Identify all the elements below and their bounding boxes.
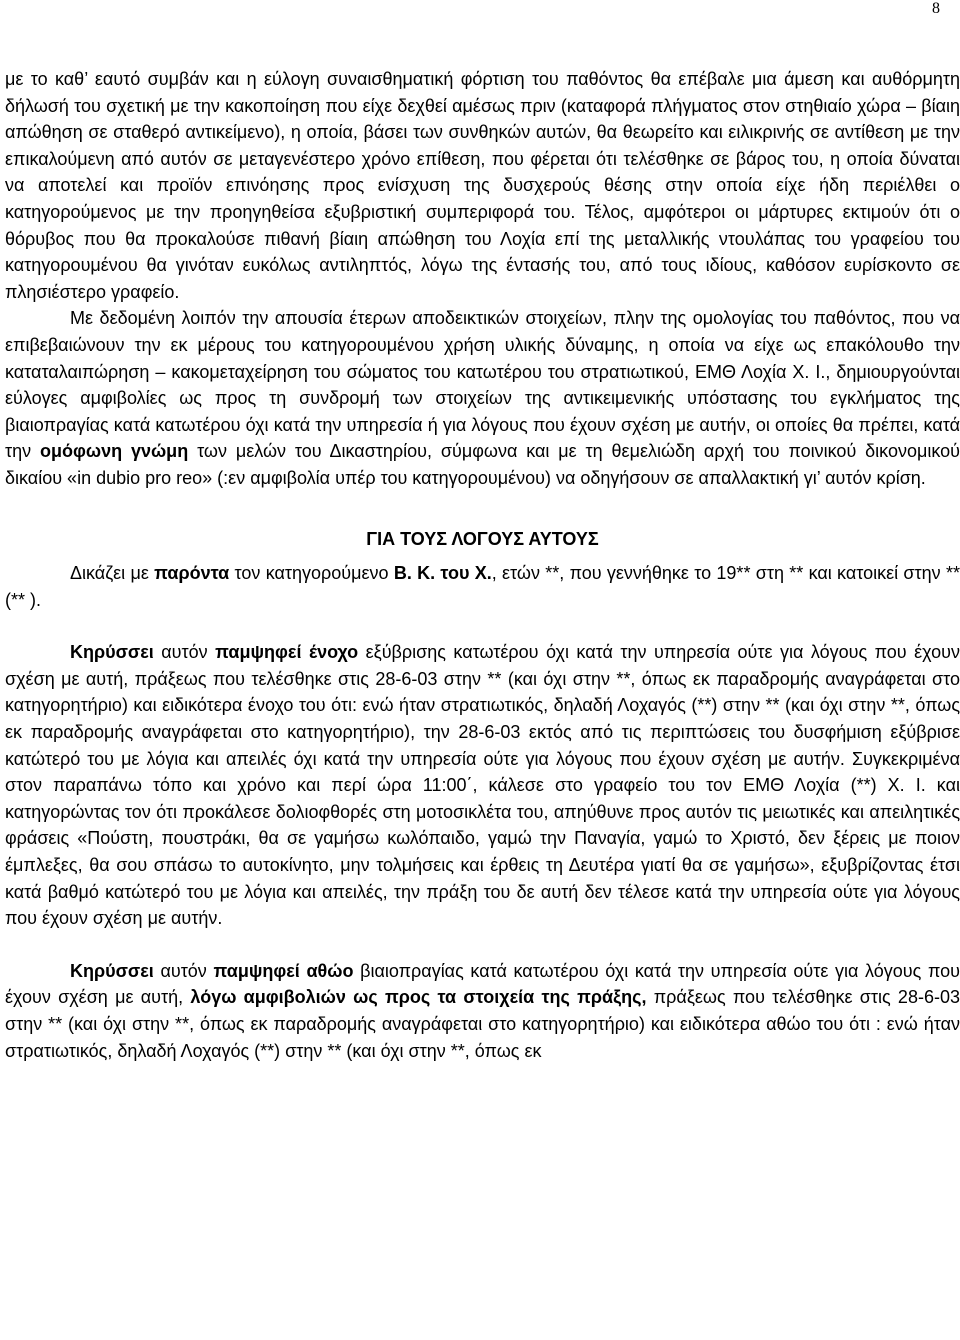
paragraph-text: με το καθ’ εαυτό συμβάν και η εύλογη συναισθηματική φόρτιση του παθόντος θα επέβαλε μια άμεση και αυθόρμητη δήλωσή του σχετική με την κακοποίηση που είχε δεχθεί αμέσως πριν (καταφορά πλήγματος στον στηθιαίο χώρα – βίαιη απώθηση σε σταθερό αντικείμενο), η οποία, βάσει των συνθηκών αυτών, θα θεωρείτο και ειλικρινής σε αντίθεση με την επικαλούμενη από αυτόν σε μεταγενέστερο χρόνο επίθεση, που φέρεται ότι τελέσθηκε σε βάρος του, η οποία δύναται να αποτελεί και προϊόν επινόησης προς ενίσχυση της δυσχερούς θέσης στην οποία είχε ήδη περιέλθει ο κατηγορούμενος με την προηγηθείσα εξυβριστική συμπεριφορά του. Τέλος, αμφότεροι οι μάρτυρες εκτιμούν ότι ο θόρυβος που θα προκαλούσε πιθανή βίαιη απώθηση του Λοχία επί της μεταλλικής ντουλάπας του γραφείου του κατηγορουμένου θα γινόταν ευκόλως αντιληπτός, λόγω της έντασής του, από τους ιδίους, καθόσον ευρίσκοντο σε πλησιέστερο γραφείο. bbox=[5, 69, 960, 302]
paragraph-text: τον κατηγορούμενο bbox=[234, 563, 389, 584]
paragraph-reasoning bbox=[5, 305, 960, 491]
defendant-name: Β. Κ. του Χ. bbox=[393, 563, 492, 584]
bold-phrase: παμψηφεί αθώο bbox=[213, 960, 354, 981]
paragraph-text: , ετών **, που γεννήθηκε το 19** στη ** και κατοικεί στην ** (** ). bbox=[5, 563, 960, 610]
bold-phrase: παμψηφεί ένοχο bbox=[215, 642, 359, 663]
paragraph-text: των μελών του Δικαστηρίου, σύμφωνα και με τη θεμελιώδη αρχή του ποινικού δικονομικού δικαίου «in dubio pro reo» (:εν αμφιβολία υπέρ του κατηγορουμένου) να οδηγήσουν σε απαλλακτική γι’ αυτόν κρίση. bbox=[5, 441, 960, 488]
page-number-area bbox=[0, 0, 960, 30]
paragraph-text: βιαιοπραγίας κατά κατωτέρου όχι κατά την υπηρεσία ούτε για λόγους που έχουν σχέση με αυτή, bbox=[5, 960, 960, 1008]
section-heading: ΓΙΑ ΤΟΥΣ ΛΟΓΟΥΣ ΑΥΤΟΥΣ bbox=[366, 528, 599, 549]
paragraph-verdict-acquitted bbox=[5, 958, 960, 1064]
bold-phrase: λόγω αμφιβολιών ως προς τα στοιχεία της πράξης, bbox=[190, 987, 647, 1008]
document-body bbox=[5, 66, 960, 1064]
paragraph-text: Με δεδομένη λοιπόν την απουσία έτερων αποδεικτικών στοιχείων, πλην της ομολογίας του παθόντος, που να επιβεβαιώνουν την εκ μέρους του κατηγορουμένου χρήση υλικής δύναμης, η οποία να είχε ως επακόλουθο την καταταλαιπώρηση – κακομεταχείρηση του σώματος του κατωτέρου του στρατιωτικού, ΕΜΘ Λοχία Χ. Ι., δημιουργούνται εύλογες αμφιβολίες ως προς τη συνδρομή των στοιχείων της αντικειμενικής υπόστασης του εγκλήματος της βιαιοπραγίας κατά κατωτέρου όχι κατά την υπηρεσία ή για λόγους που έχουν σχέση με αυτήν, οι οποίες θα πρέπει, κατά την bbox=[5, 308, 960, 462]
bold-phrase: παρόντα bbox=[154, 563, 230, 584]
page-number: 8 bbox=[932, 0, 940, 17]
bold-phrase: Κηρύσσει bbox=[70, 960, 154, 981]
paragraph-verdict-guilty bbox=[5, 639, 960, 932]
bold-phrase: ομόφωνη γνώμη bbox=[40, 441, 189, 462]
paragraph-text: αυτόν bbox=[160, 960, 207, 981]
paragraph-trial bbox=[5, 560, 960, 613]
paragraph-text: αυτόν bbox=[161, 642, 208, 663]
paragraph-text: πράξεως που τελέσθηκε στις 28-6-03 στην ** (και όχι στην **, όπως εκ παραδρομής αναγράφεται στο κατηγορητήριο) και ειδικότερα αθώο του ότι : ενώ ήταν στρατιωτικός, δηλαδή Λοχαγός (**) στην ** (και όχι στην **, όπως εκ bbox=[5, 987, 960, 1061]
paragraph-continuation bbox=[5, 66, 960, 305]
bold-phrase: Κηρύσσει bbox=[70, 642, 154, 663]
paragraph-text: εξύβρισης κατωτέρου όχι κατά την υπηρεσία ούτε για λόγους που έχουν σχέση με αυτή, πράξεως που τελέσθηκε στις 28-6-03 στην ** (και όχι στην **, όπως εκ παραδρομής αναγράφεται στο κατηγορητήριο) και ειδικότερα ένοχο του ότι: ενώ ήταν στρατιωτικός, δηλαδή Λοχαγός (**) στην ** (και όχι στην **, όπως εκ παραδρομής αναγράφεται στο κατηγορητήριο), την 28-6-03 εκτός από τις περιπτώσεις του δυσφήμιση εξύβρισε κατώτερό του με λόγια και απειλές όχι κατά την υπηρεσία ούτε για λόγους που έχουν σχέση με αυτήν. Συγκεκριμένα στον παραπάνω τόπο και χρόνο και περί ώρα 11:00΄, κάλεσε στο γραφείο του τον ΕΜΘ Λοχία (**) Χ. Ι. και κατηγορώντας τον ότι προκάλεσε δολιοφθορές στη μοτοσικλέτα του, απηύθυνε προς αυτόν τις μειωτικές και απειλητικές φράσεις «Πούστη, πουστράκι, θα σε γαμήσω κωλόπαιδο, γαμώ την Παναγία, γαμώ το Χριστό, δεν ξέρεις με ποιον έμπλεξες, θα σου σπάσω το αυτοκίνητο, μην τολμήσεις και έρθεις τη Δευτέρα γιατί θα σε γαμήσω», εξυβρίζοντας έτσι κατά βαθμό κατώτερό του με λόγια και απειλές, την πράξη του δε αυτή δεν τέλεσε κατά την υπηρεσία ούτε για λόγους που έχουν σχέση με αυτήν. bbox=[5, 642, 960, 929]
paragraph-text: Δικάζει με bbox=[70, 563, 149, 584]
